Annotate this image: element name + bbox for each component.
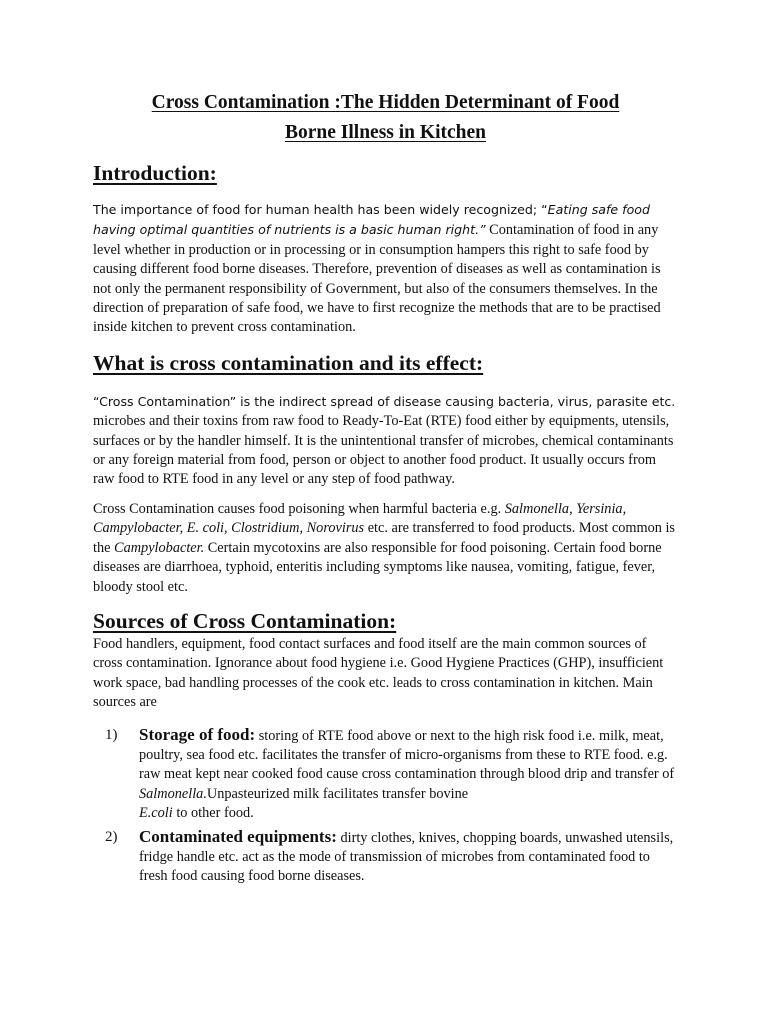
intro-quote-lead: The importance of food for human health has been widely recognized; “	[93, 202, 548, 217]
definition-lead: “Cross Contamination” is the indirect spread of disease causing bacteria, virus, parasite etc.	[93, 393, 676, 409]
title-line-1: Cross Contamination :The Hidden Determinant of Food	[151, 92, 620, 113]
effects-text-b: etc. are transferred to food products. Most common is the	[93, 520, 675, 556]
intro-text: Contamination of food in any level whether in production or in processing or in consumption hampers this right to safe food by causing different food borne diseases. Therefore, prevention of diseases as well as contamination is not only the permanent responsibility of Government, but also of the consumers themselves. In the direction of preparation of safe food, we have to first recognize the methods that are to be practised inside kitchen to prevent cross contamination.	[93, 222, 661, 336]
definition-paragraph	[93, 392, 678, 490]
list-item-text: Unpasteurized milk facilitates transfer bovine	[206, 785, 469, 802]
title-line-2: Borne Illness in Kitchen	[285, 122, 486, 143]
introduction-heading: Introduction:	[93, 161, 217, 185]
bacteria-list: Salmonella, Yersinia, Campylobacter, E. coli, Clostridium, Norovirus	[93, 500, 627, 537]
effects-paragraph	[93, 500, 678, 597]
list-item	[93, 827, 678, 887]
intro-quote: Eating safe food having optimal quantities of nutrients is a basic human right.”	[93, 202, 651, 238]
list-item-text: storing of RTE food above or next to the high risk food i.e. milk, meat, poultry, sea food etc. facilitates the transfer of micro-organisms from these to RTE food. e.g. raw meat kept near cooked food cause cross contamination through blood drip and transfer of	[139, 727, 675, 783]
list-item-lead: Storage of food:	[139, 724, 256, 744]
effects-text-c: Certain mycotoxins are also responsible for food poisoning. Certain food borne diseases are diarrhoea, typhoid, enteritis including symptoms like nausea, vomiting, fatigue, fever, bloody stool etc.	[93, 539, 662, 595]
list-item-number: 1)	[105, 726, 118, 743]
introduction-paragraph	[93, 200, 678, 338]
sources-paragraph: Food handlers, equipment, food contact surfaces and food itself are the main common sources of cross contamination. Ignorance about food hygiene i.e. Good Hygiene Practices (GHP), insufficient work space, bad handling processes of the cook etc. leads to cross contamination in kitchen. Main sources are	[93, 635, 664, 711]
campylobacter-term: Campylobacter.	[114, 539, 205, 556]
ecoli-term: E.coli	[139, 805, 173, 822]
list-item-number: 2)	[105, 828, 118, 845]
salmonella-term: Salmonella.	[139, 785, 207, 802]
sources-list	[93, 725, 678, 887]
effects-text-a: Cross Contamination causes food poisoning when harmful bacteria e.g.	[93, 500, 505, 517]
sources-heading: Sources of Cross Contamination:	[93, 608, 397, 633]
definition-text: microbes and their toxins from raw food to Ready-To-Eat (RTE) food either by equipments, utensils, surfaces or by the handler himself. It is the unintentional transfer of microbes, chemical contaminants or any foreign material from food, person or object to another food product. It usually occurs from raw food to RTE food in any level or any step of food pathway.	[93, 413, 674, 488]
list-item-body	[139, 827, 678, 887]
list-item-lead: Contaminated equipments:	[139, 826, 337, 846]
list-item-body	[139, 725, 678, 824]
list-item	[93, 725, 678, 824]
document-title	[93, 88, 678, 148]
list-item-text: to other food.	[172, 805, 254, 822]
what-is-cross-contamination-heading: What is cross contamination and its effect:	[93, 350, 484, 375]
document-page	[93, 88, 678, 887]
list-item-text: dirty clothes, knives, chopping boards, unwashed utensils, fridge handle etc. act as the mode of transmission of microbes from contaminated food to fresh food causing food borne diseases.	[139, 829, 674, 885]
